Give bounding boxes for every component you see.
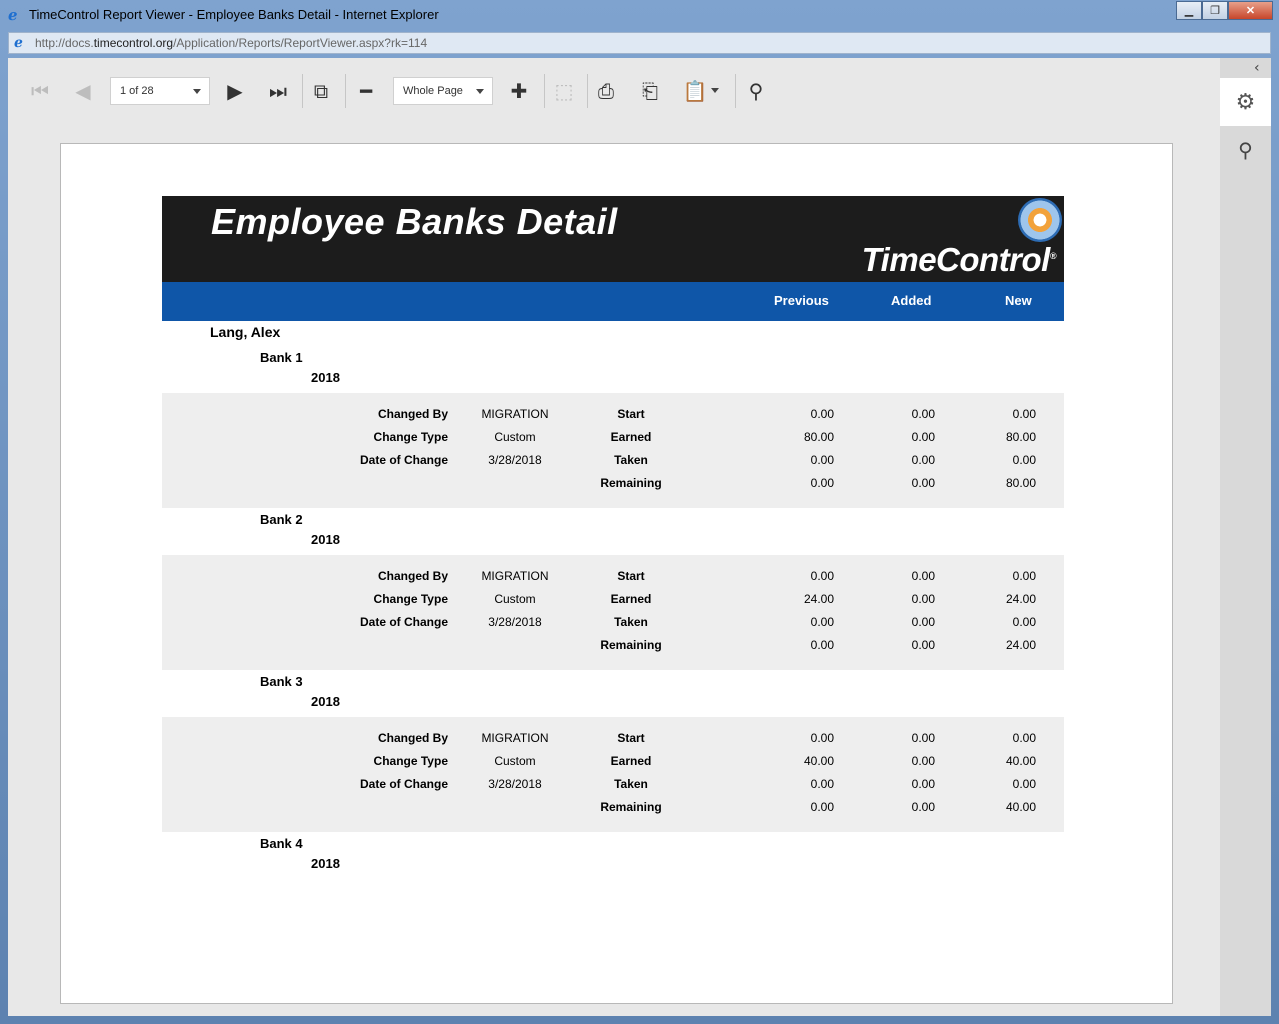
value-added: 0.00 (911, 407, 935, 421)
title-bar (0, 0, 1279, 30)
value-previous: 0.00 (810, 407, 834, 421)
last-page-icon[interactable]: ⏭ (269, 79, 287, 103)
zoom-out-icon[interactable]: ━ (359, 79, 373, 103)
detail-label: Changed By (377, 407, 448, 421)
metric-label: Earned (610, 592, 652, 606)
maximize-button[interactable]: ❐ (1202, 1, 1228, 20)
employee-name: Lang, Alex (210, 324, 281, 340)
bank-year: 2018 (311, 370, 340, 385)
gear-icon[interactable]: ⚙ (1220, 78, 1271, 126)
zoom-selector-value: Whole Page (403, 85, 463, 97)
value-new: 0.00 (1012, 777, 1036, 791)
value-new: 0.00 (1012, 453, 1036, 467)
value-previous: 0.00 (810, 615, 834, 629)
value-previous: 0.00 (810, 800, 834, 814)
value-new: 40.00 (1005, 754, 1036, 768)
value-previous: 0.00 (810, 777, 834, 791)
chevron-left-icon[interactable]: ‹ (1254, 60, 1260, 76)
metric-label: Taken (614, 615, 648, 629)
value-new: 24.00 (1005, 592, 1036, 606)
detail-value: 3/28/2018 (488, 453, 542, 467)
value-new: 40.00 (1005, 800, 1036, 814)
value-previous: 0.00 (810, 476, 834, 490)
page-icon: ℯ (14, 35, 23, 51)
metric-label: Earned (610, 754, 652, 768)
value-new: 0.00 (1012, 407, 1036, 421)
column-header-new: New (1005, 293, 1032, 308)
value-previous: 80.00 (803, 430, 834, 444)
toolbar-separator (735, 74, 736, 108)
highlight-editing-icon[interactable]: ⬚ (554, 79, 574, 103)
address-bar[interactable] (8, 32, 1271, 54)
value-new: 0.00 (1012, 569, 1036, 583)
detail-value: Custom (494, 592, 536, 606)
toolbar-separator (345, 74, 346, 108)
metric-label: Taken (614, 453, 648, 467)
toolbar-separator (587, 74, 588, 108)
detail-label: Changed By (377, 569, 448, 583)
print-page-icon[interactable]: ⎗ (642, 79, 658, 103)
detail-label: Change Type (373, 754, 448, 768)
chevron-down-icon (711, 88, 719, 93)
metric-label: Start (617, 731, 645, 745)
metric-label: Remaining (600, 638, 662, 652)
value-new: 24.00 (1005, 638, 1036, 652)
detail-value: MIGRATION (481, 731, 549, 745)
multi-page-icon[interactable]: ⧉ (313, 79, 329, 103)
bank-detail-band (162, 393, 1064, 508)
value-previous: 0.00 (810, 569, 834, 583)
value-new: 0.00 (1012, 731, 1036, 745)
metric-label: Remaining (600, 800, 662, 814)
value-added: 0.00 (911, 453, 935, 467)
report-page (60, 143, 1173, 1004)
value-added: 0.00 (911, 800, 935, 814)
value-previous: 24.00 (803, 592, 834, 606)
bank-detail-band (162, 555, 1064, 670)
page-selector[interactable] (110, 77, 210, 105)
column-header-added: Added (891, 293, 932, 308)
report-header (162, 196, 1064, 282)
url-prefix: http://docs. (35, 36, 94, 50)
detail-label: Changed By (377, 731, 448, 745)
bank-detail-band (162, 717, 1064, 832)
value-new: 80.00 (1005, 476, 1036, 490)
value-added: 0.00 (911, 754, 935, 768)
detail-label: Date of Change (359, 777, 448, 791)
minimize-button[interactable]: ▁ (1176, 1, 1202, 20)
detail-value: Custom (494, 430, 536, 444)
brand-text: TimeControl (861, 241, 1050, 278)
zoom-selector[interactable] (393, 77, 493, 105)
value-added: 0.00 (911, 731, 935, 745)
detail-label: Change Type (373, 430, 448, 444)
registered-mark: ® (1049, 251, 1056, 261)
value-added: 0.00 (911, 777, 935, 791)
detail-value: MIGRATION (481, 569, 549, 583)
metric-label: Taken (614, 777, 648, 791)
brand-name (862, 241, 1056, 279)
window-controls (1176, 1, 1273, 20)
export-icon[interactable]: 📋 (682, 79, 708, 103)
bank-year: 2018 (311, 856, 340, 871)
toolbar-separator (544, 74, 545, 108)
bank-year: 2018 (311, 532, 340, 547)
metric-label: Earned (610, 430, 652, 444)
report-viewer (8, 58, 1271, 1016)
first-page-icon[interactable]: ⏮ (31, 79, 49, 103)
value-previous: 0.00 (810, 638, 834, 652)
bank-name: Bank 2 (260, 512, 303, 527)
url-domain: timecontrol.org (93, 36, 174, 50)
metric-label: Start (617, 569, 645, 583)
value-new: 80.00 (1005, 430, 1036, 444)
detail-value: MIGRATION (481, 407, 549, 421)
next-page-icon[interactable]: ▶ (227, 79, 243, 103)
bank-name: Bank 1 (260, 350, 303, 365)
url-path: /Application/Reports/ReportViewer.aspx?rk=114 (173, 36, 428, 50)
value-added: 0.00 (911, 569, 935, 583)
value-previous: 40.00 (803, 754, 834, 768)
window-title: TimeControl Report Viewer - Employee Banks Detail - Internet Explorer (29, 7, 439, 22)
side-panel (1220, 58, 1271, 1016)
value-previous: 0.00 (810, 731, 834, 745)
zoom-in-icon[interactable]: ✚ (510, 79, 528, 103)
toolbar-separator (302, 74, 303, 108)
previous-page-icon[interactable]: ◀ (75, 79, 91, 103)
column-header-previous: Previous (774, 293, 829, 308)
internet-explorer-icon: ℯ (8, 6, 18, 24)
bank-year: 2018 (311, 694, 340, 709)
chevron-down-icon (476, 89, 484, 94)
value-previous: 0.00 (810, 453, 834, 467)
bank-name: Bank 4 (260, 836, 303, 851)
page-selector-value: 1 of 28 (120, 85, 154, 97)
close-button[interactable]: ✕ (1228, 1, 1273, 20)
print-icon[interactable]: ⎙ (598, 79, 614, 103)
detail-value: 3/28/2018 (488, 777, 542, 791)
chevron-down-icon (193, 89, 201, 94)
export-dropdown[interactable] (708, 86, 720, 96)
detail-value: 3/28/2018 (488, 615, 542, 629)
value-added: 0.00 (911, 476, 935, 490)
url-text (35, 36, 427, 50)
value-added: 0.00 (911, 592, 935, 606)
report-title: Employee Banks Detail (211, 201, 618, 242)
timecontrol-logo-icon (1018, 198, 1062, 242)
metric-label: Remaining (600, 476, 662, 490)
value-added: 0.00 (911, 615, 935, 629)
metric-label: Start (617, 407, 645, 421)
detail-value: Custom (494, 754, 536, 768)
value-added: 0.00 (911, 430, 935, 444)
bank-name: Bank 3 (260, 674, 303, 689)
detail-label: Date of Change (359, 615, 448, 629)
report-toolbar (8, 58, 1220, 124)
detail-label: Date of Change (359, 453, 448, 467)
value-new: 0.00 (1012, 615, 1036, 629)
detail-label: Change Type (373, 592, 448, 606)
value-added: 0.00 (911, 638, 935, 652)
column-header-bar (162, 282, 1064, 321)
search-icon[interactable]: ⚲ (1238, 138, 1253, 162)
search-icon[interactable]: ⚲ (748, 79, 764, 103)
